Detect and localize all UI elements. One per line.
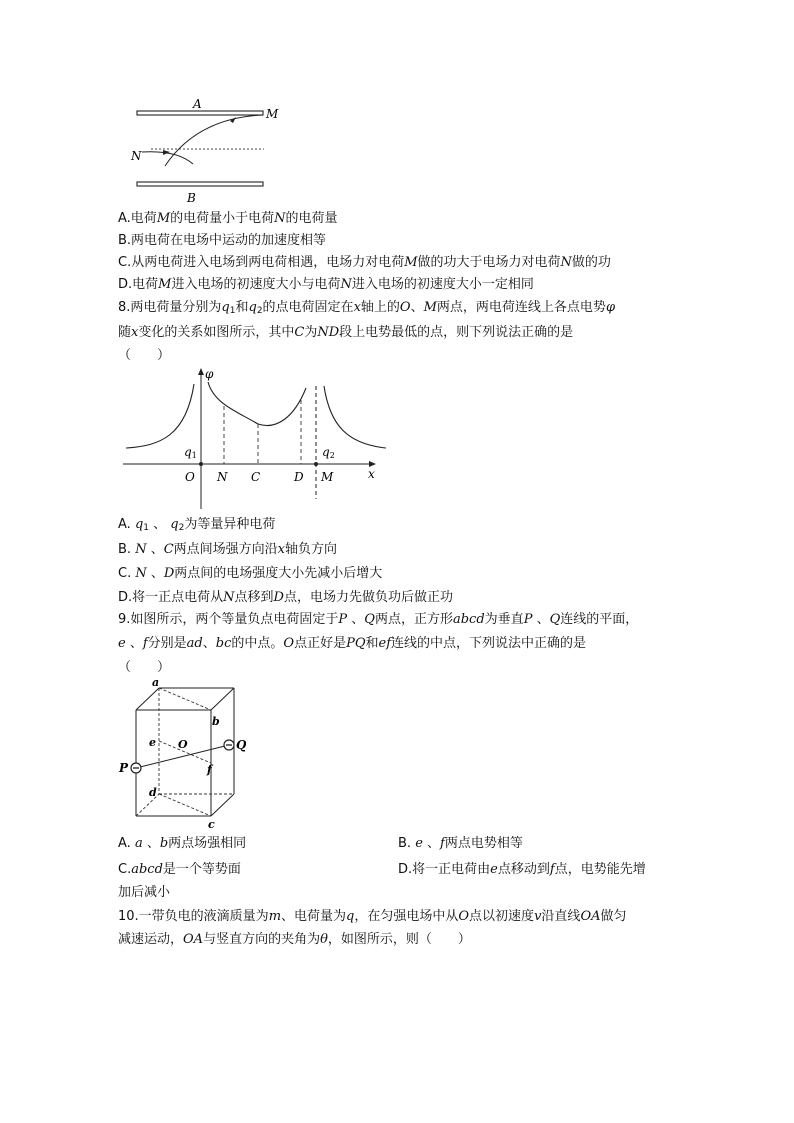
plate-a [137, 111, 263, 115]
parallel-plates-figure [125, 96, 285, 208]
charge-q1-point [199, 462, 203, 466]
q8-option-c[interactable]: C. N 、D两点间的电场强度大小先减小后增大 [118, 566, 383, 581]
label-c: c [208, 818, 215, 830]
label-a: a [152, 676, 160, 689]
label-d: D [294, 470, 304, 484]
label-x: x [368, 467, 375, 481]
q9-option-c[interactable]: C.abcd是一个等势面 [118, 862, 241, 877]
label-q: Q [236, 738, 246, 752]
q9-option-d[interactable]: D.将一正电荷由e点移动到f点，电势能先增 [398, 862, 646, 877]
label-p: P [119, 761, 129, 775]
label-q2: q2 [322, 445, 335, 460]
q7-option-b[interactable]: B.两电荷在电场中运动的加速度相等 [118, 233, 327, 248]
q9-stem-line2: e 、f分别是ad、bc的中点。O点正好是PQ和ef连线的中点，下列说法中正确的是 [118, 636, 587, 651]
label-n: N [217, 470, 228, 484]
label-phi: φ [205, 367, 214, 381]
label-o: O [185, 470, 195, 484]
q7-option-a[interactable]: A.电荷M的电荷量小于电荷N的电荷量 [118, 211, 338, 226]
q10-stem-line2: 减速运动，OA与竖直方向的夹角为θ，如图所示，则（ ） [118, 932, 471, 947]
trajectory-m [165, 115, 263, 166]
plate-b [137, 182, 263, 186]
q9-stem-line3: （ ） [118, 660, 171, 675]
label-a: A [193, 97, 202, 111]
q7-option-d[interactable]: D.电荷M进入电场的初速度大小与电荷N进入电场的初速度大小一定相同 [118, 277, 534, 292]
edge-top-left [136, 688, 159, 710]
q9-stem-line1: 9.如图所示，两个等量负点电荷固定于P 、Q两点，正方形abcd为垂直P 、Q连线的平面， [118, 612, 639, 627]
potential-curve-middle [208, 382, 306, 426]
q7-option-c[interactable]: C.从两电荷进入电场到两电荷相遇，电场力对电荷M做的功大于电场力对电荷N做的功 [118, 255, 611, 270]
label-b: b [212, 715, 220, 728]
label-c: C [251, 470, 261, 484]
edge-bottom-right [211, 794, 234, 816]
q8-option-d[interactable]: D.将一正点电荷从N点移到D点，电场力先做负功后做正功 [118, 590, 453, 605]
q8-option-b[interactable]: B. N 、C两点间场强方向沿x轴负方向 [118, 542, 338, 557]
charge-q2-point [314, 462, 318, 466]
q8-stem-line2: 随x变化的关系如图所示，其中C为ND段上电势最低的点，则下列说法正确的是 [118, 325, 574, 340]
q8-option-a[interactable]: A. $q_1$ 、 $q_2$为等量异种电荷 [118, 517, 276, 533]
arrow-n [163, 150, 170, 155]
charge-q-minus-icon [224, 740, 234, 750]
label-m: M [266, 107, 279, 121]
y-axis-arrow-icon [198, 368, 204, 375]
q9-option-d-continuation: 加后减小 [118, 885, 171, 900]
label-d: d [149, 786, 157, 799]
label-m: M [321, 470, 334, 484]
q8-stem-line3: （ ） [118, 348, 171, 363]
q9-option-a[interactable]: A. a 、b两点场强相同 [118, 836, 247, 851]
label-b: B [187, 191, 196, 205]
square-diagonal-bottom [159, 794, 211, 816]
q8-stem-line1: 8.两电荷量分别为$q_1$和$q_2$的点电荷固定在x轴上的O、M两点，两电荷连线上各点电势φ [118, 300, 616, 316]
label-f: f [207, 763, 212, 776]
q9-option-b[interactable]: B. e 、f两点电势相等 [398, 836, 523, 851]
label-e: e [149, 736, 156, 749]
charge-p-minus-icon [131, 763, 141, 773]
potential-curve-right [324, 386, 386, 448]
potential-curve-left [126, 384, 194, 448]
label-n: N [131, 149, 142, 163]
q10-stem-line1: 10.一带负电的液滴质量为m、电荷量为q，在匀强电场中从O点以初速度v沿直线OA做匀 [118, 909, 627, 924]
square-diagonal-top [159, 688, 211, 710]
prism-charges-figure [116, 676, 246, 830]
edge-top-right [211, 688, 234, 710]
label-q1: q1 [184, 445, 197, 460]
label-o: O [178, 738, 188, 751]
potential-graph-figure [118, 364, 390, 512]
